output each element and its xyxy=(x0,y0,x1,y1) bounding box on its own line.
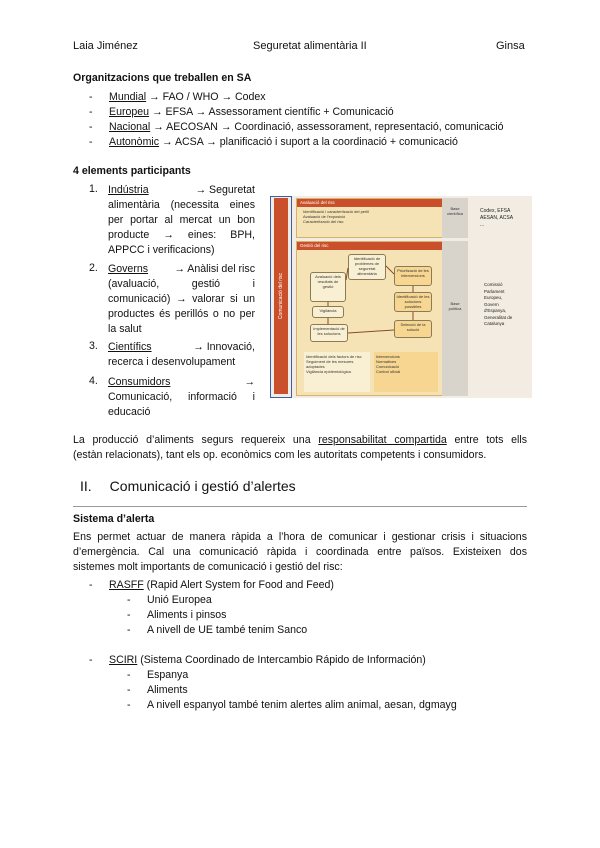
alert-title: Sistema d’alerta xyxy=(73,513,155,525)
cycle-box-implement: Implementació de les solucions xyxy=(310,324,348,342)
sub-item: - Unió Europea xyxy=(127,594,212,606)
cycle-box-evaluate: Avaluació dels resultats de gestió xyxy=(310,272,346,302)
scientific-basis: Base científica xyxy=(442,198,468,238)
sub-item: - A nivell espanyol també tenim alertes alim animal, aesan, dgmayg xyxy=(127,699,457,711)
list-item: - Nacional → AECOSAN → Coordinació, assessorament, representació, comunicació xyxy=(89,121,504,133)
risk-analysis-diagram xyxy=(270,196,532,398)
orgs-title: Organitzacions que treballen en SA xyxy=(73,72,252,84)
political-basis: Base política xyxy=(442,241,468,396)
sub-item: - A nivell de UE també tenim Sanco xyxy=(127,624,308,636)
list-item-sciri: - SCIRI (Sistema Coordinado de Intercambio Rápido de Información) xyxy=(89,654,426,666)
alert-paragraph: Ens permet actuar de manera ràpida a l’hora de comunicar i gestionar crisis i situacions d’emergència. Cal una comunicació ràpida i coordinada entre països. Existeixen dos sistemes molt importants de comunicació i gestió del risc: xyxy=(73,531,527,573)
sub-item: - Aliments xyxy=(127,684,188,696)
list-item: - Europeu → EFSA → Assessorament científic + Comunicació xyxy=(89,106,394,118)
cycle-box-surveillance: Vigilància xyxy=(312,306,344,318)
list-item: - Autonòmic → ACSA → planificació i suport a la coordinació + comunicació xyxy=(89,136,458,148)
sub-item: - Espanya xyxy=(127,669,189,681)
cycle-box-solutions: Identificació de les solucions possibles xyxy=(394,292,432,312)
institutions-political: Comissió Parlament Europeu, Govern d'Espanya, Generalitat de Catalunya xyxy=(484,282,513,326)
section-divider xyxy=(73,506,527,507)
list-item-rasff: - RASFF (Rapid Alert System for Food and Feed) xyxy=(89,579,334,591)
risk-management-box: Gestió del risc xyxy=(296,241,468,396)
sub-item: - Aliments i pinsos xyxy=(127,609,227,621)
cycle-box-select: Selecció de la solució xyxy=(394,320,432,338)
cycle-box-prioritize: Priorització de les intervencions xyxy=(394,266,432,286)
header-university: Ginsa xyxy=(496,40,525,52)
bottom-left-list: Identificació dels factors de risc Seguiment de les mesures adoptades Vigilància epidemiològica xyxy=(304,352,370,392)
risk-communication-label: Comunicació del risc xyxy=(278,272,284,320)
cycle-box-identify: Identificació de problemes de seguretat alimentària xyxy=(348,254,386,280)
bottom-right-list: Intervencions Normatives Comunicació Control oficial xyxy=(374,352,438,392)
header-author: Laia Jiménez xyxy=(73,40,138,52)
header-course: Seguretat alimentària II xyxy=(253,40,367,52)
list-item: - Mundial → FAO / WHO → Codex xyxy=(89,91,266,103)
shared-responsibility-paragraph: La producció d’aliments segurs requereix una responsabilitat compartida entre tots ells (estàn relacionats), tant els op. econòmics com les autoritats competents i consumidors. xyxy=(73,434,528,461)
section-heading: II. Comunicació i gestió d’alertes xyxy=(80,478,296,494)
elements-title: 4 elements participants xyxy=(73,165,191,177)
institutions-top: Codex, EFSA AESAN, ACSA ... xyxy=(480,208,514,228)
risk-evaluation-box: Avaluació del risc Identificació i caracterització del perill Avaluació de l'exposició Caracterització del risc xyxy=(296,198,468,238)
